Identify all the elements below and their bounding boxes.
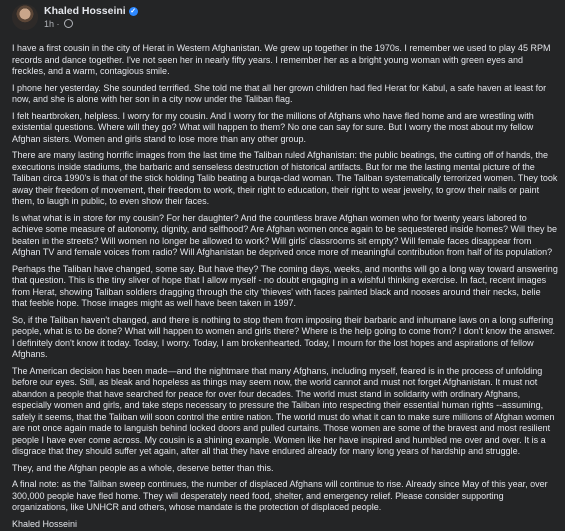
paragraph: The American decision has been made—and the nightmare that many Afghans, including myself, feared is in the process of unfolding before our eyes. Still, as bleak and hopeless as things may seem now, the world cannot and must not forget Afghanistan. It must not abandon a people that have searched for peace for over four decades. The world must stand in solidarity with ordinary Afghans, especially women and girls, and take steps necessary to pressure the Taliban into respecting their essential human rights --assuming, safely it seems, that the Taliban will soon control the entire nation. The world must do what it can to make sure millions of Afghan women are not once again made to languish behind locked doors and pulled curtains. Those women are some of the bravest and most resilient people I have ever come across. My cousin is a shining example. Women like her have inspired and humbled me over and over. It is a disgrace that they should suffer yet again, after all that they have endured already for many long years of hardship and struggle.: [12, 365, 555, 456]
signature: Khaled Hosseini: [12, 518, 78, 529]
author-avatar[interactable]: [12, 4, 38, 30]
verified-badge-icon: ✓: [130, 8, 137, 15]
post-text: [12, 43, 558, 531]
globe-icon: [64, 19, 73, 28]
paragraph: I felt heartbroken, helpless. I worry for my cousin. And I worry for the millions of Afghans who have fled home and are wrestling with existential questions. Where will they go? What will happen to them? No one can say for sure. But I worry the most about my fellow Afghan sisters. Women and girls stand to lose more than any other group.: [12, 110, 534, 144]
paragraph: I phone her yesterday. She sounded terrified. She told me that all her grown children had fled Herat for Kabul, a safe haven at least for now, and she is alone with her son in a city now under the Taliban flag.: [12, 82, 547, 104]
paragraph: A final note: as the Taliban sweep continues, the number of displaced Afghans will continue to rise. Already since May of this year, over 300,000 people have fled home. They will desperately need food, shelter, and emergency relief. Please consider supporting organizations, like UNHCR and others, whose mandate is the protection of displaced people.: [12, 479, 548, 512]
paragraph: I have a first cousin in the city of Herat in Western Afghanistan. We grew up together in the 1970s. I remember we used to play 45 RPM records and dance together. I've not seen her in nearly fifty years. I remember her as a bright young woman with green eyes and freckles, and a warm, contagious smile.: [12, 43, 551, 76]
paragraph: Is what what is in store for my cousin? For her daughter? And the countless brave Afghan women who for twenty years labored to achieve some measure of autonomy, dignity, and selfhood? Are Afghan women once again to be sequestered inside homes? Will they be beaten in the streets? Will women no longer be allowed to work? Will girls' classrooms sit empty? Will female faces disappear from Afghan TV and female voices from radio? Will Afghanistan be deprived once more of meaningful contribution from half of its population?: [12, 212, 558, 257]
post-time[interactable]: 1h: [44, 19, 55, 29]
paragraph: They, and the Afghan people as a whole, deserve better than this.: [12, 462, 274, 473]
author-name[interactable]: Khaled Hosseini: [44, 5, 126, 17]
paragraph: Perhaps the Taliban have changed, some say. But have they? The coming days, weeks, and months will go a long way toward answering that question. This is the tiny sliver of hope that I allow myself - no doubt engaging in a wishful thinking exercise. In fact, recent images from Herat, showing Taliban soldiers dragging through the city 'thieves' with faces painted black and nooses around their necks, belie that feeble hope. Those images might as well have been taken in 1997.: [12, 263, 558, 308]
author-name-row: [44, 5, 138, 17]
paragraph: So, if the Taliban haven't changed, and there is nothing to stop them from imposing their barbaric and inhumane laws on a long suffering people, what is to be done? What will happen to women and girls there? Where is the help going to come from? I don't know the answer. I definitely don't know it today. Today, I worry. Today, I am brokenhearted. Today, I mourn for the lost hopes and aspirations of fellow Afghans.: [12, 314, 556, 359]
post-meta: [44, 19, 73, 29]
paragraph: There are many lasting horrific images from the last time the Taliban ruled Afghanistan: the public beatings, the cutting off of hands, the executions inside stadiums, the barbaric and senseless destruction of historical artifacts. But for me the lasting mental picture of the Taliban circa 1990's is that of the stick holding Talib beating a burqa-clad woman. The Taliban systematically terrorized women. They took away their freedom of movement, their freedom to work, their right to education, their right to wear jewelry, to grow their nails or paint them, to laugh in public, to even show their faces.: [12, 150, 558, 206]
meta-separator: ·: [56, 19, 60, 29]
